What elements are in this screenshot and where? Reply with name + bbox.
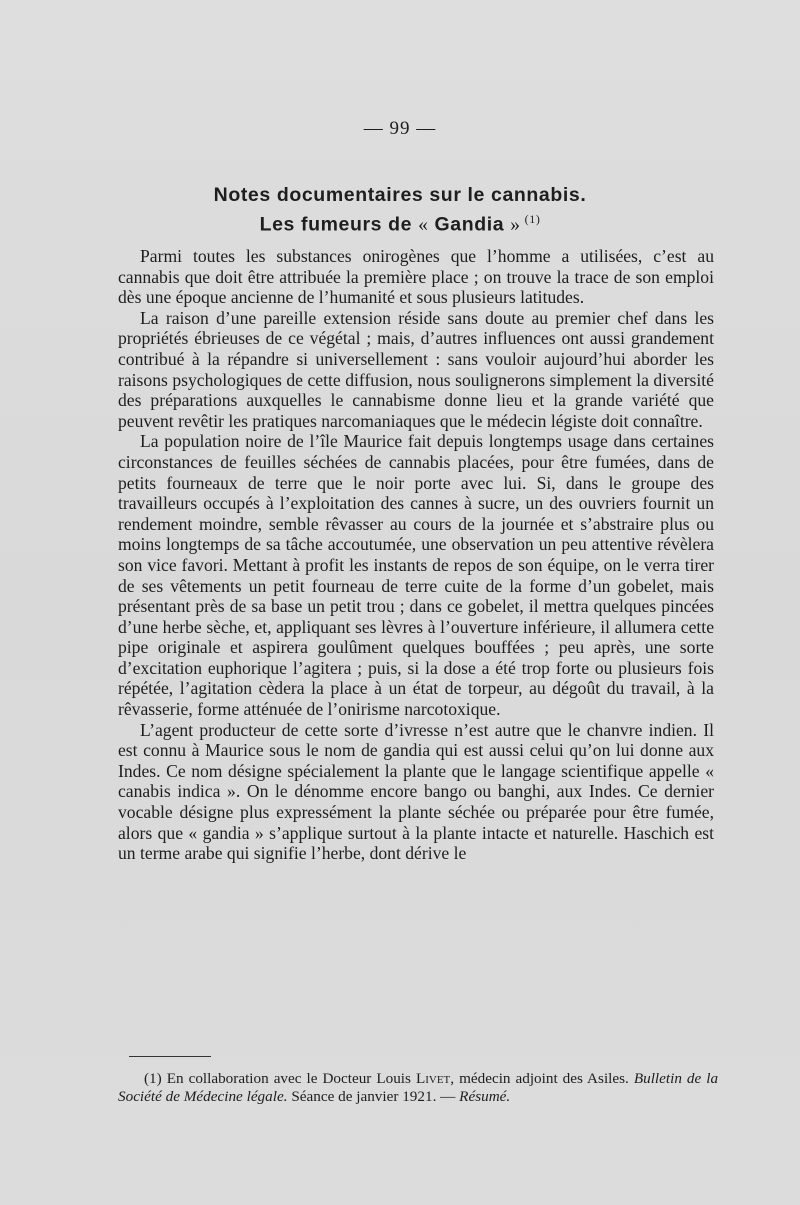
footnote-text-c: Séance de janvier 1921. — <box>291 1088 456 1105</box>
title-open-quote: « <box>418 214 429 236</box>
footnote-text-a: En collaboration avec le Docteur Louis <box>166 1070 411 1087</box>
footnote-text-b: , médecin adjoint des Asiles. <box>450 1070 629 1087</box>
paragraph: La raison d’une pareille extension réside sans doute au premier chef dans les propriétés ébrieuses de ce végétal ; mais, d’autres influences ont aussi grandement contribué à la répandre si universellement : sans vouloir aujourd’hui aborder les raisons psychologiques de cette diffusion, nous soulignerons simplement la diversité des préparations auxquelles le cannabisme donne lieu et la grande variété que peuvent revêtir les pratiques narcomaniaques que le médecin légiste doit connaître. <box>118 307 714 431</box>
footnote-marker: (1) <box>144 1070 162 1087</box>
paragraph: Parmi toutes les substances onirogènes que l’homme a utilisées, c’est au cannabis que doit être attribuée la première place ; on trouve la trace de son emploi dès une époque ancienne de l’humanité et sous plusieurs latitudes. <box>118 246 714 308</box>
title-close-quote: » <box>510 214 521 236</box>
page-number: — 99 — <box>363 118 437 139</box>
article-body <box>118 246 714 864</box>
article-title <box>0 183 800 238</box>
paragraph: L’agent producteur de cette sorte d’ivresse n’est autre que le chanvre indien. Il est connu à Maurice sous le nom de gandia qui est aussi celui qu’on lui donne aux Indes. Ce nom désigne spécialement la plante que le langage scientifique appelle « canabis indica ». On le dénomme encore bango ou banghi, aux Indes. Ce dernier vocable désigne plus expressément la plante séchée ou préparée pour être fumée, alors que « gandia » s’applique surtout à la plante intacte et naturelle. Haschich est un terme arabe qui signifie l’herbe, dont dérive le <box>118 719 714 864</box>
footnote <box>118 1070 718 1106</box>
title-line-2-prefix: Les fumeurs de <box>259 213 413 236</box>
footnote-author: Livet <box>415 1070 451 1087</box>
footnote-divider <box>129 1056 211 1057</box>
footnote-reference: (1) <box>524 212 541 226</box>
footnote-resume: Résumé. <box>459 1088 511 1105</box>
title-line-1: Notes documentaires sur le cannabis. <box>213 184 587 206</box>
title-gandia: Gandia <box>434 213 505 236</box>
footnote-journal: Bulletin de la Société de Médecine légale. <box>118 1070 719 1105</box>
paragraph: La population noire de l’île Maurice fait depuis longtemps usage dans certaines circonstances de feuilles séchées de cannabis placées, pour être fumées, dans de petits fourneaux de terre que le noir porte avec lui. Si, dans le groupe des travailleurs occupés à l’exploitation des cannes à sucre, un des ouvriers fournit un rendement moindre, semble rêvasser au cours de la journée et s’abstraire plus ou moins longtemps de sa tâche accoutumée, une observation un peu attentive révèlera son vice favori. Mettant à profit les instants de repos de son équipe, on le verra tirer de ses vêtements un petit fourneau de terre cuite de la forme d’un gobelet, mais présentant près de sa base un petit trou ; dans ce gobelet, il mettra quelques pincées d’une herbe sèche, et, appliquant ses lèvres à l’ouverture inférieure, il allumera cette pipe originale et aspirera goulûment quelques bouffées ; peu après, une sorte d’excitation euphorique l’agitera ; puis, si la dose a été trop forte ou plusieurs fois répétée, l’agitation cèdera la place à un état de torpeur, au dégoût du travail, à la rêvasserie, forme atténuée de l’onirisme narcotoxique. <box>118 431 714 720</box>
title-line-2 <box>260 207 541 238</box>
